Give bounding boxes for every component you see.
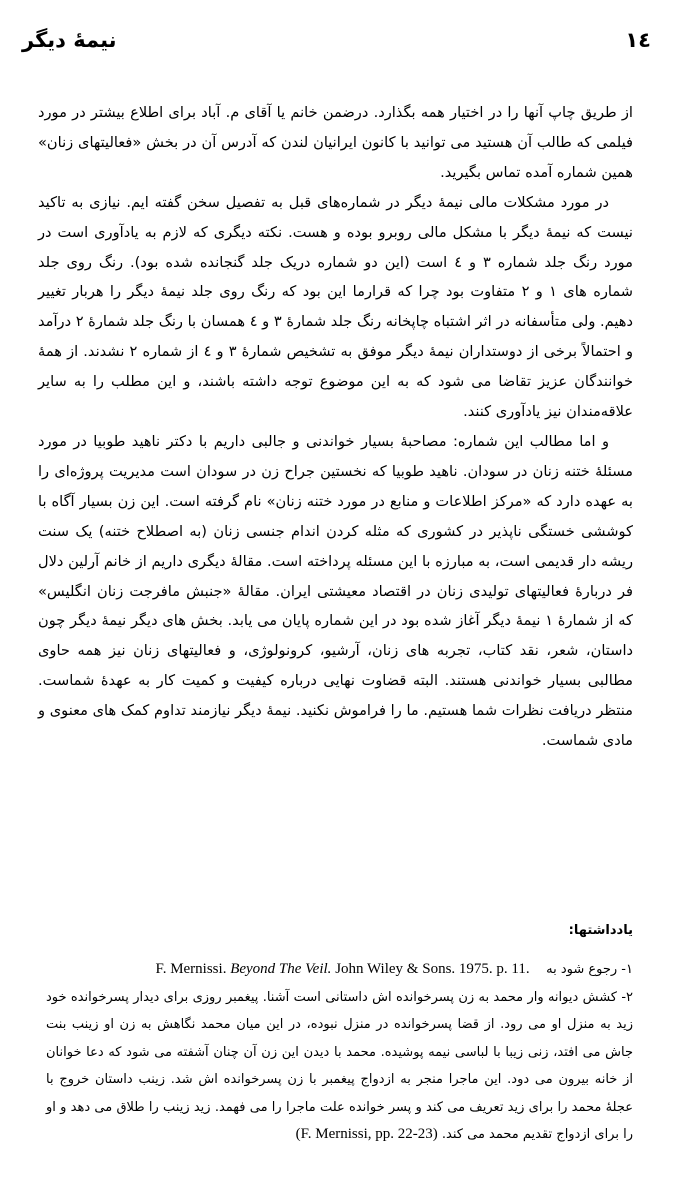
running-title: نیمهٔ دیگر — [22, 28, 117, 52]
paragraph: و اما مطالب این شماره: مصاحبهٔ بسیار خواندنی و جالبی داریم با دکتر ناهید طوبیا در مورد مسئلهٔ ختنه زنان در سودان. ناهید طوبیا که نخستین جراح زن در سودان است مدیریت پروژه‌ای را به عهده دارد که «مرکز اطلاعات و منابع در مورد ختنه زنان» نام گرفته است. این زن بسیار آگاه با کوششی خستگی ناپذیر در کشوری که مثله کردن اندام جنسی زنان (به اصطلاح ختنه) یک سنت ریشه دار قدیمی است، به مبارزه با این مسئله پرداخته است. مقالهٔ دیگری داریم از خانم آرلین دلال فر دربارهٔ فعالیتهای تولیدی زنان در اقتصاد معیشتی ایران. مقالهٔ «جنبش مافرجت زنان انگلیس» که از شمارهٔ ۱ نیمهٔ دیگر آغاز شده بود در این شماره پایان می یابد. بخش های دیگر نیمهٔ دیگر چون داستان، شعر، نقد کتاب، تجربه های زنان، آرشیو، کرونولوژی، و فعالیتهای زنان نیز همه حاوی مطالبی بسیار خواندنی هستند. البته قضاوت نهایی درباره کیفیت و کمیت کار به عهدهٔ شماست. منتظر دریافت نظرات شما هستیم. ما را فراموش نکنید. نیمهٔ دیگر نیازمند تداوم کمک های معنوی و مادی شماست. — [38, 432, 633, 750]
paragraph: از طریق چاپ آنها را در اختیار همه بگذارد. درضمن خانم یا آقای م. آباد برای اطلاع بیشتر در مورد فیلمی که طالب آن هستید می توانید با کانون ایرانیان لندن که آدرس آن در بخش «فعالیتهای زنان» همین شماره آمده تماس بگیرید. — [38, 104, 633, 181]
page-header — [22, 22, 651, 58]
page-number: ١٤ — [625, 28, 651, 52]
body-text — [38, 98, 633, 756]
footnote-1-reference — [156, 961, 530, 977]
notes-heading: یادداشتها: — [568, 923, 633, 938]
reference-title: Beyond The Veil. — [230, 961, 332, 977]
reference-publisher: John Wiley & Sons. 1975. p. 11. — [335, 961, 530, 977]
footnote-1 — [46, 956, 633, 984]
footnote-2-text: ۲- کشش دیوانه وار محمد به زن پسرخوانده اش داستانی است آشنا. پیغمبر روزی برای دیدار پسرخوانده خود زید به منزل او می رود. از قضا پسرخوانده در منزل نبوده، در این میان محمد نگاهش به زن او زینب بنت جاش می افتد، زنی زیبا با لباسی نیمه پوشیده. محمد با دیدن این زن آن چنان آشفته می شود که دعا خوانان از خانه بیرون می دود. این ماجرا منجر به ازدواج پیغمبر با زن پسرخوانده اش شد. زینب داستان خروج با عجلهٔ محمد را برای زید تعریف می کند و پسر خوانده علت ماجرا را می فهمد. زید زینب را طلاق می دهد و او را برای ازدواج تقدیم محمد می کند. — [46, 989, 633, 1142]
footnote-2-citation: (F. Mernissi, pp. 22-23) — [295, 1126, 438, 1142]
footnotes — [46, 956, 633, 1149]
footnote-1-marker: ۱- رجوع شود به — [546, 962, 633, 977]
reference-author: F. Mernissi. — [155, 961, 227, 977]
paragraph: در مورد مشکلات مالی نیمهٔ دیگر در شماره‌های قبل به تفصیل سخن گفته ایم. نیازی به تاکید نیست که نیمهٔ دیگر با مشکل مالی روبرو بوده و هست. نکته دیگری که لازم به یادآوری است در مورد رنگ جلد شماره ۳ و ٤ است (این دو شماره دریک جلد گنجانده شده بود). رنگ روی جلد شماره های ۱ و ۲ متفاوت بود چرا که قرارما این بود که رنگ روی جلد نیمهٔ دیگر را هربار تغییر دهیم. ولی متأسفانه در اثر اشتباه چاپخانه رنگ جلد شمارهٔ ۳ و ٤ همسان با رنگ جلد شمارهٔ ۲ درآمد و احتمالاً برخی از دوستداران نیمهٔ دیگر موفق به تشخیص شمارهٔ ۳ و ٤ از شماره ۲ نشدند. از همهٔ خوانندگان عزیز تقاضا می شود که به این موضوع توجه داشته باشند، و این مطلب را به سایر علاقه‌مندان نیز یادآوری کنند. — [37, 193, 634, 421]
footnote-2 — [46, 984, 633, 1149]
